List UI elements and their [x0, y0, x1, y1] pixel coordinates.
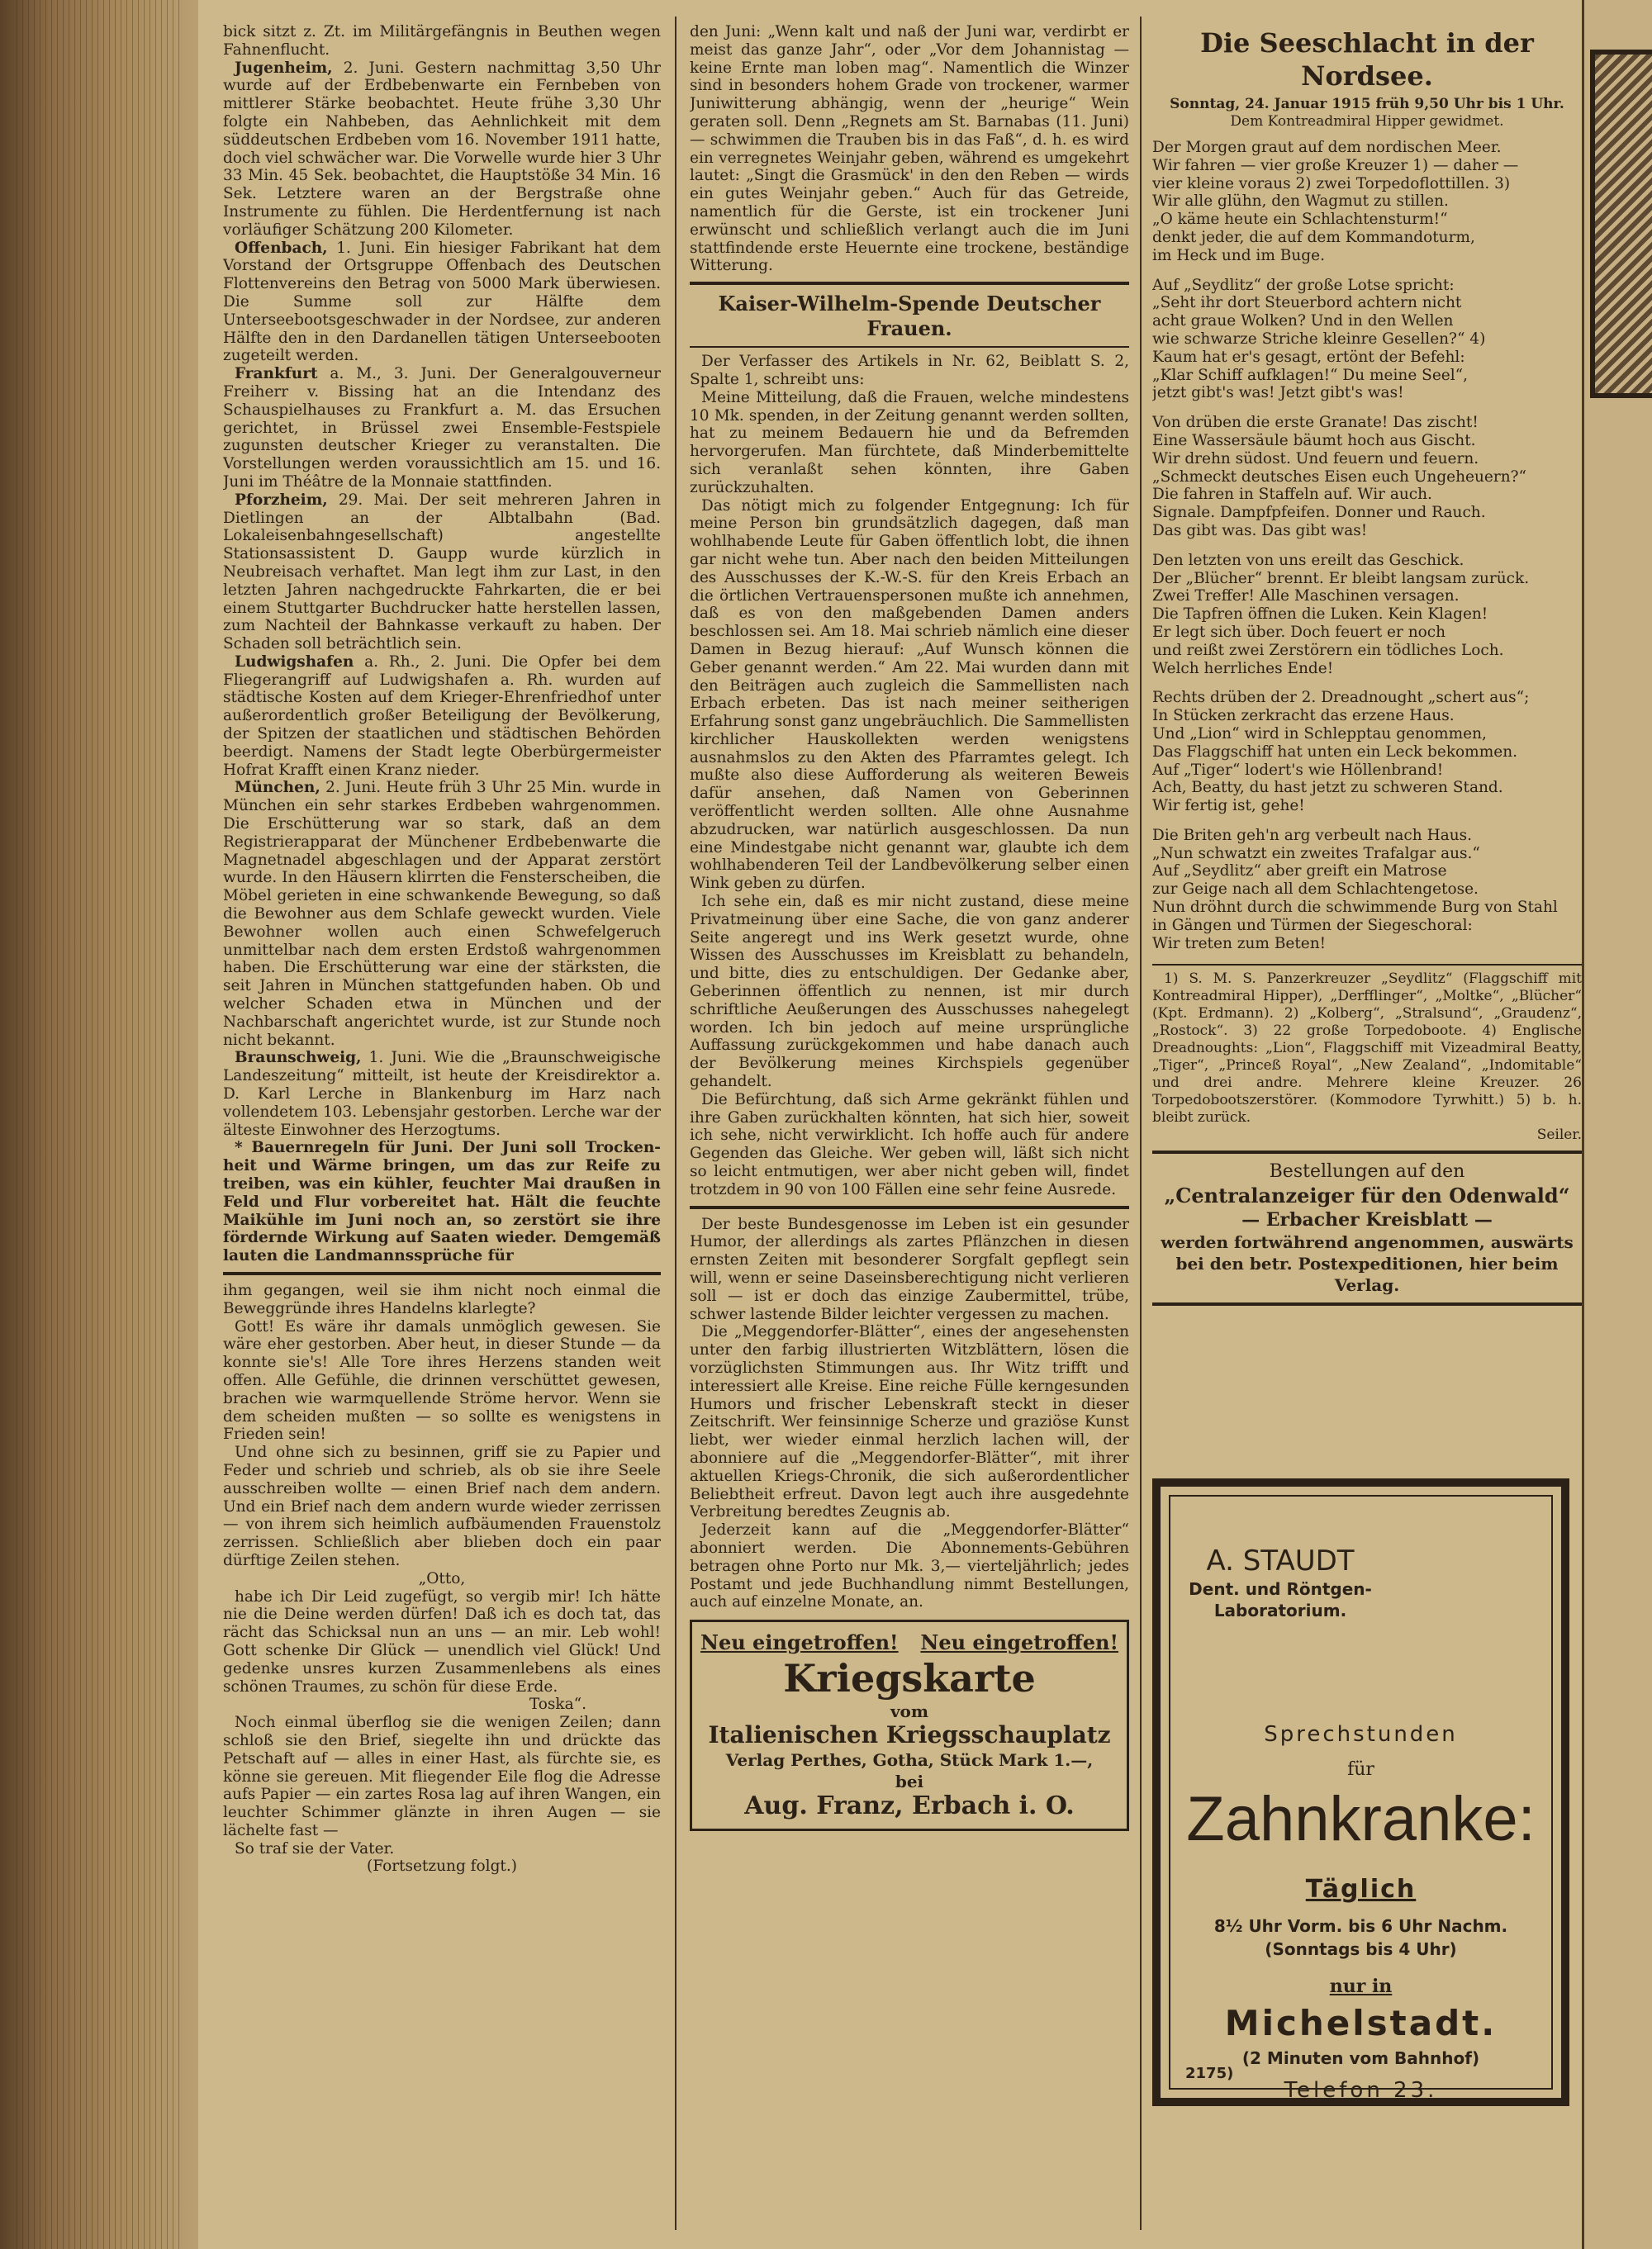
ad-banner-row	[700, 1630, 1118, 1655]
next-page-illustration	[1590, 50, 1652, 398]
poem	[1152, 139, 1582, 952]
poem-line: Den letzten von uns ereilt das Geschick.	[1152, 551, 1464, 569]
poem-line: Ach, Beatty, du hast jetzt zu schweren Stand.	[1152, 779, 1503, 797]
poem-line: Auf „Tiger“ lodert's wie Höllenbrand!	[1152, 761, 1444, 779]
poem-footnotes: 1) S. M. S. Panzerkreuzer „Seydlitz“ (Flaggschiff mit Kontreadmiral Hipper), „Derfflinger“, „Moltke“, „Blücher“ (Kpt. Erdmann). 2) „Kolberg“, „Stralsund“, „Graudenz“, „Rostock“. 3) 22 große Torpedoboote. 4) Englische Dreadnoughts: „Lion“, Flaggschiff mit Vizeadmiral Beatty, „Tiger“, „Princeß Royal“, „New Zealand“, „Indomitable“ und drei andre. Mehrere kleine Kreuzer. 26 Torpedobootszerstörer. (Kommodore Tyrwhitt.) 5) b. h. bleibt zurück.	[1152, 970, 1582, 1127]
column-1	[223, 23, 661, 1876]
article-pforzheim	[223, 491, 661, 653]
column-3	[1152, 23, 1582, 1477]
letter-signature: Toska“.	[529, 1696, 586, 1714]
place-name: * Bauernregeln für Juni.	[235, 1139, 453, 1157]
place-name: Braunschweig,	[235, 1049, 362, 1067]
poem-line: Das Flaggschiff hat unten ein Leck bekommen.	[1152, 743, 1517, 761]
place-name: Jugenheim,	[235, 59, 333, 77]
poem-line: Er legt sich über. Doch feuert er noch	[1152, 623, 1446, 641]
story-paragraph: Gott! Es wäre ihr damals unmöglich gewesen. Sie wäre eher gestorben. Aber heut, in dieser Stunde — da konnte sie's! Alle Tore ihres Herzens standen weit offen. Alle Gefühle, die drinnen verschüttet gewesen, brachen wie warmquellende Ströme hervor. Wenn sie dem scheiden mußten — so sollte es wenigstens in Frieden sein!	[223, 1317, 661, 1444]
article-paragraph: Der Verfasser des Artikels in Nr. 62, Beiblatt S. 2, Spalte 1, schreibt uns:	[690, 353, 1129, 388]
poem-line: Eine Wassersäule bäumt hoch aus Gischt.	[1152, 431, 1476, 449]
staudt-dental-ad	[1152, 1478, 1569, 2106]
poem-line: Auf „Seydlitz“ der große Lotse spricht:	[1152, 276, 1455, 294]
poem-line: acht graue Wolken? Und in den Wellen	[1152, 312, 1454, 330]
ad-banner-left: Neu eingetroffen!	[700, 1630, 899, 1655]
article-body: 29. Mai. Der seit mehreren Jahren in Dietlingen an der Albtalbahn (Bad. Lokaleisenbahngesellschaft) angestellte Stationsassistent D. Gaupp wurde kürzlich in Neubreisach verhaftet. Man legt ihm zur Last, in den letzten Jahren nachgedruckte Fahrkarten, die er bei einem Stuttgarter Buchdrucker hatte herstellen lassen, zum Nachteil der Bahnkasse verkauft zu haben. Der Schaden soll beträchtlich sein.	[223, 491, 661, 653]
ad-subtitle: Italienischen Kriegsschauplatz	[708, 1721, 1111, 1749]
poem-line: Welch herrliches Ende!	[1152, 659, 1334, 677]
article-frankfurt	[223, 365, 661, 491]
poem-line: jetzt gibt's was! Jetzt gibt's was!	[1152, 384, 1404, 402]
section-divider	[690, 1206, 1129, 1209]
page-stack-lines	[17, 0, 182, 2249]
poem-line: Wir fertig ist, gehe!	[1152, 797, 1305, 815]
letter-body: habe ich Dir Leid zugefügt, so vergib mir! Ich hätte nie die Deine werden dürfen! Daß ich es doch tat, das rächt das Schicksal nun an uns — an mir. Leb wohl! Gott schenke Dir Glück — unendlich viel Glück! Und gedenke unsres kurzen Zusammenlebens als eines schönen Traumes, zu schön für diese Erde.	[223, 1587, 661, 1696]
ad-bei: bei	[895, 1772, 924, 1792]
poem-line: Zwei Treffer! Alle Maschinen versagen.	[1152, 587, 1460, 605]
poem-line: Die fahren in Staffeln auf. Wir auch.	[1152, 486, 1432, 504]
continuation-note: (Fortsetzung folgt.)	[367, 1858, 517, 1876]
poem-line: Wir treten zum Beten!	[1152, 934, 1327, 952]
article-continuation: den Juni: „Wenn kalt und naß der Juni war, verdirbt er meist das ganze Jahr“, oder „Vor dem Johannistag — keine Ernte man loben mag“. Namentlich die Winzer sind in besonders hohem Grade von trockener, warmer Juniwitterung abhängig, wenn der „heurige“ Wein geraten soll. Denn „Regnets am St. Barnabas (11. Juni) — schwimmen die Trauben bis in das Faß“, d. h. es wird ein verregnetes Weinjahr geben, während es umgekehrt lautet: „Singt die Grasmück' in den den Reben — wirds ein gutes Weinjahr geben.“ Auch für das Getreide, namentlich für die Gerste, ist ein trockener Juni erwünscht und schließlich verlangt auch die im Juni stattfindende erste Heuernte eine trockene, beständige Witterung.	[690, 23, 1129, 275]
column-rule-1	[675, 17, 676, 2230]
poem-line: „Seht ihr dort Steuerbord achtern nicht	[1152, 294, 1462, 312]
article-paragraph: Das nötigt mich zu folgender Entgegnung: Ich für meine Person bin grundsätzlich dagegen, daß man wohlhabende Leute für Gaben öffentlich lobt, die ihnen gar nicht wehe tun. Aber nach den beiden Mitteilungen des Ausschusses der K.-W.-S. für den Kreis Erbach an die örtlichen Vertrauenspersonen mußte ich annehmen, daß es von den maßgebenden Damen anders beschlossen sei. Am 18. Mai schrieb nämlich eine dieser Damen in Bezug hierauf: „Auf Wunsch können die Geber genannt werden.“ Am 22. Mai wurden dann mit den Beiträgen auch zugleich die Sammellisten nach Erbach erbeten. Das ist nach meiner seitherigen Erfahrung sonst ganz ungebräuchlich. Die Sammellisten kirchlicher Hauskollekten werden wenigstens ausnahmslos zu den Akten des Pfarramtes gelegt. Ich mußte also diese Aufforderung als weiteren Beweis dafür ansehen, daß Namen von Geberinnen veröffentlicht werden sollten. Alle ohne Ausnahme abzudrucken, war natürlich ausgeschlossen. Da nun eine Mindestgabe nicht genannt war, glaubte ich dem wohlhabenderen Teil der Landbevölkerung selber einen Wink geben zu dürfen.	[690, 496, 1129, 893]
article-ludwigshafen	[223, 653, 661, 780]
kriegskarte-ad	[690, 1620, 1129, 1831]
meggendorfer-paragraph: Der beste Bundesgenosse im Leben ist ein gesunder Humor, der allerdings als zartes Pflänzchen in diesen ernsten Zeiten mit besonderer Sorgfalt gepflegt sein will, wenn er seine Daseinsberechtigung nicht verlieren soll — ist er doch das einzige Zaubermittel, trübe, schwer lastende Bilder leichter vergessen zu machen.	[690, 1215, 1129, 1323]
ad-taeglich: Täglich	[1305, 1875, 1417, 1904]
article-paragraph: Meine Mitteilung, daß die Frauen, welche mindestens 10 Mk. spenden, in der Zeitung genannt werden sollten, hat zu meinem Bedauern hie und da Befremden hervorgerufen. Man fürchtete, daß Minderbemittelte sich veranlaßt sehen könnten, ihre Gaben zurückzuhalten.	[690, 388, 1129, 496]
poem-line: Die Tapfren öffnen die Luken. Kein Klagen!	[1152, 605, 1488, 624]
poem-line: „Schmeckt deutsches Eisen euch Ungeheuern?“	[1152, 467, 1526, 486]
ad-title: Kriegskarte	[783, 1656, 1036, 1701]
article-body: 2. Juni. Heute früh 3 Uhr 25 Min. wurde in München ein sehr starkes Erdbeben wahrgenommen. Die Erschütterung war so stark, daß an dem Registrierapparat der Münchener Erdbebenwarte die Magnetnadel abgeschlagen und der Apparat zerstört wurde. In den Häusern klirrten die Fensterscheiben, die Möbel gerieten in eine schwankende Bewegung, so daß die Bewohner aus dem Schlafe geweckt wurden. Viele Bewohner wollen auch einen Schwefelgeruch unmittelbar nach dem ersten Erdstoß wahrgenommen haben. Die Erschütterung war eine der stärksten, die seit Jahren in München stattgefunden haben. Ob und welcher Schaden etwa in München und der Nachbarschaft angerichtet wurde, ist zur Stunde noch nicht bekannt.	[223, 779, 661, 1049]
section-divider	[1152, 1151, 1582, 1154]
poem-line: und reißt zwei Zerstörern ein tödliches Loch.	[1152, 641, 1504, 659]
column-2	[690, 23, 1129, 1831]
poem-line: Wir fahren — vier große Kreuzer 1) — daher —	[1152, 156, 1519, 174]
place-name: Ludwigshafen	[235, 652, 354, 671]
story-paragraph: Und ohne sich zu besinnen, griff sie zu Papier und Feder und schrieb und schrieb, als ob sie ihre Seele ausschreiben wollte — einen Brief nach dem andern. Und ein Brief nach dem andern wurde wieder zerrissen — von ihrem sich heimlich aufbäumenden Frauenstolz zerrissen. Schließlich aber blieben doch ein paar dürftige Zeilen stehen.	[223, 1444, 661, 1569]
poem-line: vier kleine voraus 2) zwei Torpedoflottillen. 3)	[1152, 174, 1511, 192]
poem-date: Sonntag, 24. Januar 1915 früh 9,50 Uhr bis 1 Uhr.	[1170, 96, 1564, 112]
poem-author: Seiler.	[1536, 1127, 1582, 1144]
poem-line: zur Geige nach all dem Schlachtengetose.	[1152, 880, 1479, 899]
place-name: Pforzheim,	[235, 491, 328, 509]
ad-publisher: Verlag Perthes, Gotha, Stück Mark 1.—,	[725, 1750, 1094, 1771]
article-body: Der Juni soll Trocken- heit und Wärme bringen, um das zur Reife zu treiben, was ein kühler, feuchter Mai draußen in Feld und Flur vorbereitet hat. Hält die feuchte Maikühle im Juni noch an, so zerstört sie ihre fördernde Wirkung auf Saaten wieder. Demgemäß lauten die Landmannssprüche für	[223, 1139, 661, 1265]
headline-kaiser-wilhelm-spende: Kaiser-Wilhelm-Spende Deutscher Frauen.	[718, 292, 1101, 341]
poem-dedication: Dem Kontreadmiral Hipper gewidmet.	[1230, 113, 1504, 130]
subscription-line-1: Bestellungen auf den	[1269, 1161, 1465, 1183]
ad-sprechstunden: Sprechstunden	[1264, 1722, 1458, 1747]
poem-line: im Heck und im Buge.	[1152, 246, 1325, 264]
ad-lab-line-1: Dent. und Röntgen-	[1189, 1579, 1372, 1599]
ad-hours: 8½ Uhr Vorm. bis 6 Uhr Nachm.	[1213, 1916, 1508, 1936]
poem-line: Signale. Dampfpfeifen. Donner und Rauch.	[1152, 504, 1486, 522]
poem-line: „Klar Schiff aufklagen!“ Du meine Seel“,	[1152, 366, 1468, 384]
poem-stanza-6	[1152, 827, 1582, 953]
ad-bahnhof: (2 Minuten vom Bahnhof)	[1241, 2048, 1480, 2068]
letter-salutation: „Otto,	[418, 1569, 466, 1587]
poem-line: Der Morgen graut auf dem nordischen Meer.	[1152, 139, 1502, 156]
section-divider	[223, 1272, 661, 1275]
poem-stanza-5	[1152, 689, 1582, 815]
headline-rule	[690, 346, 1129, 348]
article-body: a. Rh., 2. Juni. Die Opfer bei dem Fliegerangriff auf Ludwigshafen a. Rh. wurden auf städtische Kosten auf dem Krieger-Ehrenfriedhof unter außerordentlich großer Beteiligung der Bevölkerung, der Spitzen der staatlichen und städtischen Behörden beerdigt. Namens der Stadt legte Oberbürgermeister Hofrat Krafft einen Kranz nieder.	[223, 652, 661, 779]
poem-line: in Gängen und Türmen der Siegeschoral:	[1152, 916, 1473, 934]
poem-line: Nun dröhnt durch die schwimmende Burg von Stahl	[1152, 899, 1558, 917]
ad-nur-in: nur in	[1329, 1976, 1393, 1997]
story-paragraph: ihm gegangen, weil sie ihm nicht noch einmal die Beweggründe ihres Handelns klarlegte?	[223, 1281, 661, 1317]
place-name: Frankfurt	[235, 365, 318, 383]
poem-line: Rechts drüben der 2. Dreadnought „schert aus“;	[1152, 689, 1530, 707]
column-rule-2	[1140, 17, 1142, 2230]
poem-line: Der „Blücher“ brennt. Er bleibt langsam zurück.	[1152, 569, 1530, 587]
subscription-line-3: — Erbacher Kreisblatt —	[1241, 1209, 1493, 1231]
article-braunschweig	[223, 1049, 661, 1139]
poem-stanza-1	[1152, 139, 1582, 265]
subscription-line-2: „Centralanzeiger für den Odenwald“	[1164, 1184, 1570, 1208]
section-divider	[690, 282, 1129, 285]
ad-fuer: für	[1347, 1759, 1374, 1780]
ad-seller: Aug. Franz, Erbach i. O.	[744, 1791, 1075, 1821]
ad-lab-line-2: Laboratorium.	[1213, 1601, 1347, 1620]
article-offenbach	[223, 240, 661, 366]
place-name: München,	[235, 779, 320, 797]
meggendorfer-paragraph: Die „Meggendorfer-Blätter“, eines der angesehensten unter den farbig illustrierten Witzblättern, lösen die vorzüglichsten Stimmungen aus. Ihr Witz trifft und interessiert alle Kreise. Eine reiche Fülle kerngesunden Humors und frischer Lebenskraft steckt in dieser Zeitschrift. Wer feinsinnige Scherze und graziöse Kunst liebt, wer wieder einmal herzlich lachen will, der abonniere auf die „Meggendorfer-Blätter“, mit ihrer aktuellen Kriegs-Chronik, die sich außerordentlicher Beliebtheit erfreut. Davon legt auch ihre ausgedehnte Verbreitung beredtes Zeugnis ab.	[690, 1323, 1129, 1521]
poem-stanza-4	[1152, 552, 1582, 678]
poem-line: Von drüben die erste Granate! Das zischt!	[1152, 414, 1479, 432]
meggendorfer-paragraph: Jederzeit kann auf die „Meggendorfer-Blätter“ abonniert werden. Die Abonnements-Gebühren betragen ohne Porto nur Mk. 3,— vierteljährlich; jedes Postamt und jede Buchhandlung nimmt Bestellungen, auch auf einzelne Monate, an.	[690, 1521, 1129, 1611]
story-paragraph: So traf sie der Vater.	[235, 1839, 395, 1858]
poem-line: Kaum hat er's gesagt, ertönt der Befehl:	[1152, 348, 1465, 366]
poem-line: „O käme heute ein Schlachtensturm!“	[1152, 211, 1448, 229]
section-divider	[1152, 964, 1582, 966]
poem-line: Das gibt was. Das gibt was!	[1152, 521, 1368, 539]
section-divider	[1152, 1302, 1582, 1306]
article-bauernregeln	[223, 1139, 661, 1265]
story-paragraph: Noch einmal überflog sie die wenigen Zeilen; dann schloß sie den Brief, siegelte ihn und drückte das Petschaft auf — alles in einer Hast, als fürchte sie, es könne sie gereuen. Mit fliegender Eile flog die Adresse aufs Papier — ein zartes Rosa lag auf ihren Wangen, ein leuchter Schimmer glänzte in ihren Augen — sie lächelte fast —	[223, 1714, 661, 1839]
ad-telefon: Telefon 23.	[1284, 2078, 1438, 2103]
intro-text: bick sitzt z. Zt. im Militärgefängnis in Beuthen wegen Fahnenflucht.	[223, 23, 661, 59]
poem-stanza-2	[1152, 277, 1582, 403]
subscription-line-4: werden fortwährend angenommen, auswärts bei den betr. Postexpeditionen, hier beim Verlag.	[1161, 1232, 1574, 1296]
poem-line: wie schwarze Striche kleinre Gesellen?“ 4)	[1152, 330, 1486, 348]
poem-line: In Stücken zerkracht das erzene Haus.	[1152, 707, 1455, 725]
ad-vom: vom	[890, 1701, 929, 1722]
poem-line: Und „Lion“ wird in Schlepptau genommen,	[1152, 724, 1487, 743]
poem-line: Wir drehn südost. Und feuern und feuern.	[1152, 449, 1479, 467]
poem-line: Wir alle glühn, den Wagmut zu stillen.	[1152, 192, 1449, 211]
poem-line: „Nun schwatzt ein zweites Trafalgar aus.“	[1152, 844, 1480, 862]
place-name: Offenbach,	[235, 239, 328, 257]
ad-sunday-hours: (Sonntags bis 4 Uhr)	[1265, 1939, 1457, 1959]
poem-line: Auf „Seydlitz“ aber greift ein Matrose	[1152, 862, 1447, 880]
article-paragraph: Die Befürchtung, daß sich Arme gekränkt fühlen und ihre Gaben zurückhalten könnten, hat sich hier, soweit ich sehe, nicht verwirklicht. Ich hoffe auch für andere Gegenden das Gleiche. Wer geben will, läßt sich nicht so leicht entmutigen, wer aber nicht geben will, findet trotzdem in 90 von 100 Fällen eine sehr feine Ausrede.	[690, 1090, 1129, 1198]
poem-line: denkt jeder, die auf dem Kommandoturm,	[1152, 228, 1475, 246]
ad-location: Michelstadt.	[1224, 2003, 1498, 2043]
article-paragraph: Ich sehe ein, daß es mir nicht zustand, diese meine Privatmeinung über eine Sache, die von ganz anderer Seite angeregt und ins Werk gesetzt wurde, ohne Wissen des Ausschusses im Kreisblatt zu behandeln, und bitte, dies zu entschuldigen. Der Gedanke aber, Geberinnen öffentlich zu nennen, ist mir durch schriftliche Aeußerungen des Ausschusses nahegelegt worden. Ich bin jedoch auf meine ursprüngliche Auffassung zurückgekommen und habe danach auch der Bevölkerung meines Kirchspiels gegenüber gehandelt.	[690, 893, 1129, 1091]
article-jugenheim	[223, 59, 661, 240]
ad-banner-right: Neu eingetroffen!	[920, 1630, 1118, 1655]
poem-line: Die Briten geh'n arg verbeult nach Haus.	[1152, 826, 1473, 844]
ad-company-name: A. STAUDT	[1206, 1544, 1355, 1578]
poem-stanza-3	[1152, 414, 1582, 540]
article-muenchen	[223, 779, 661, 1049]
ad-number: 2175)	[1185, 2065, 1234, 2082]
poem-title: Die Seeschlacht in der Nordsee.	[1200, 27, 1534, 92]
ad-zahnkranke: Zahnkranke:	[1186, 1784, 1536, 1854]
article-body: 2. Juni. Gestern nachmittag 3,50 Uhr wurde auf der Erdbebenwarte ein Fernbeben von mittlerer Stärke beobachtet. Heute frühe 3,30 Uhr folgte ein Nahbeben, das Aehnlichkeit mit dem süddeutschen Erdbeben vom 16. November 1911 hatte, doch viel schwächer war. Die Vorwelle wurde hier 3 Uhr 33 Min. 45 Sek. beobachtet, die Hauptstöße 34 Min. 16 Sek. Letztere waren an der Bergstraße ohne Instrumente zu fühlen. Die Herdentfernung ist nach vorläufiger Schätzung 200 Kilometer.	[223, 59, 661, 239]
article-body: 1. Juni. Ein hiesiger Fabrikant hat dem Vorstand der Ortsgruppe Offenbach des Deutschen Flottenvereins den Betrag von 5000 Mark überwiesen. Die Summe soll zur Hälfte dem Unterseebootsgeschwader in der Nordsee, zur anderen Hälfte den in den Dardanellen tätigen Unterseebooten zugeteilt werden.	[223, 239, 661, 365]
article-body: a. M., 3. Juni. Der Generalgouverneur Freiherr v. Bissing hat an die Intendanz des Schauspielhauses zu Frankfurt a. M. das Ersuchen gerichtet, in Brüssel zwei Ensemble-Festspiele zugunsten deutscher Krieger zu veranstalten. Die Vorstellungen werden voraussichtlich am 15. und 16. Juni im Théâtre de la Monnaie stattfinden.	[223, 365, 661, 491]
article-body: 1. Juni. Wie die „Braunschweigische Landeszeitung“ mitteilt, ist heute der Kreisdirektor a. D. Karl Lerche in Blankenburg im Harz nach vollendetem 103. Lebensjahr gestorben. Lerche war der älteste Einwohner des Herzogtums.	[223, 1049, 661, 1139]
